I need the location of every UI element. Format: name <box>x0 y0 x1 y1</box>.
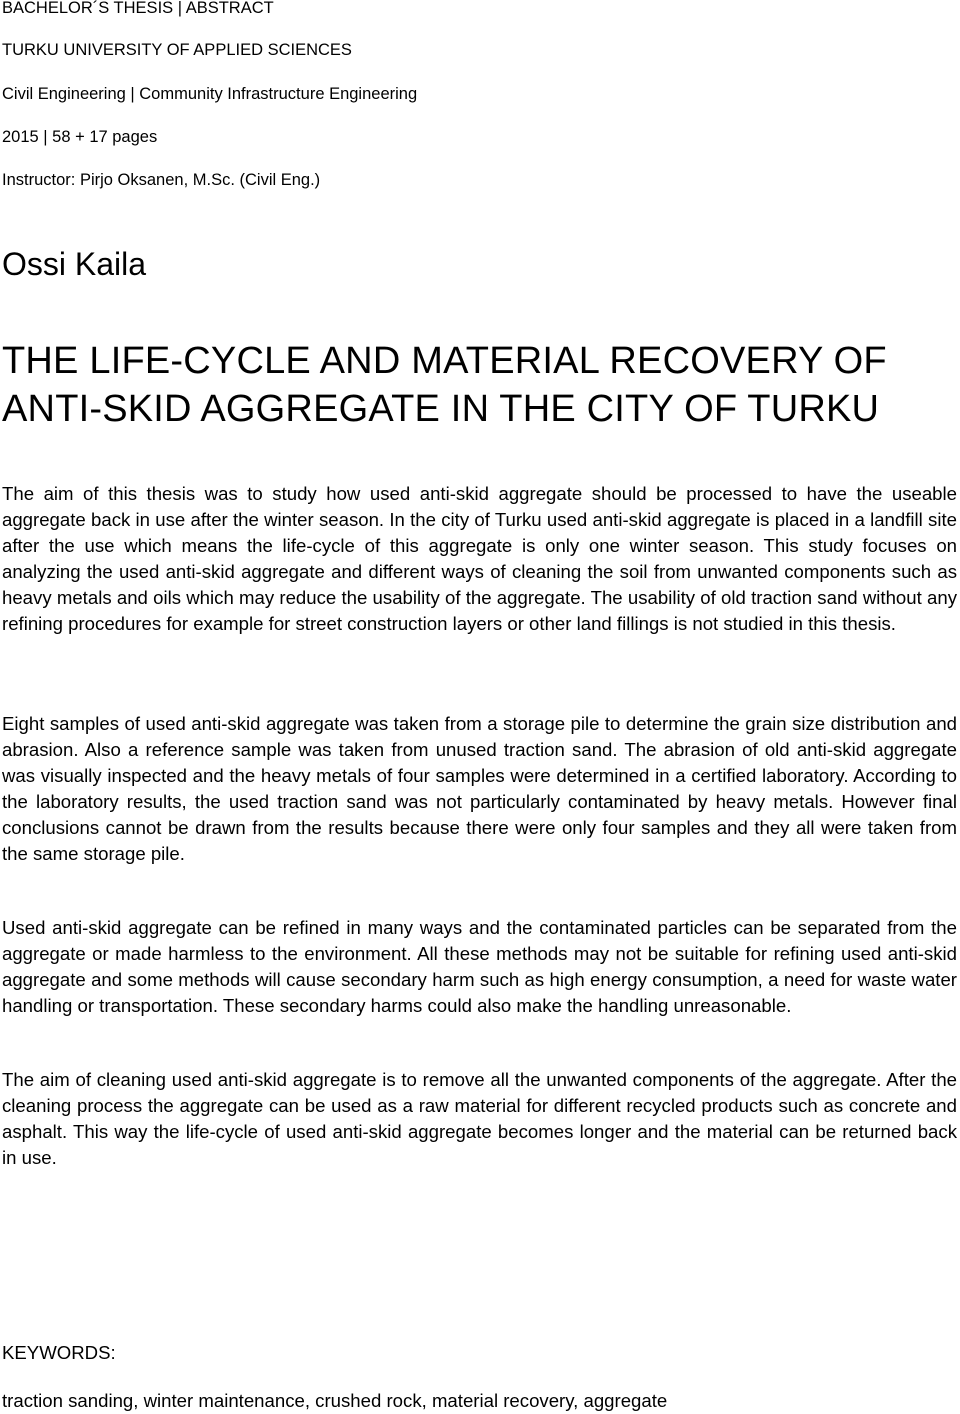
keywords-list: traction sanding, winter maintenance, crushed rock, material recovery, aggregate <box>2 1390 668 1411</box>
abstract-paragraph-1: The aim of this thesis was to study how used anti-skid aggregate should be processed to have the useable aggregate back in use after the winter season. In the city of Turku used anti-skid aggregate is placed in a landfill site after the use which means the life-cycle of this aggregate is only one winter season. This study focuses on analyzing the used anti-skid aggregate and different ways of cleaning the soil from unwanted components such as heavy metals and oils which may reduce the usability of the aggregate. The usability of old traction sand without any refining procedures for example for street construction layers or other land fillings is not studied in this thesis. <box>2 483 957 634</box>
document-type: BACHELOR´S THESIS | ABSTRACT <box>2 0 274 17</box>
university-name: TURKU UNIVERSITY OF APPLIED SCIENCES <box>2 41 352 59</box>
abstract-paragraph-2: Eight samples of used anti-skid aggregate was taken from a storage pile to determine the grain size distribution and abrasion. Also a reference sample was taken from unused traction sand. The abrasion of old anti-skid aggregate was visually inspected and the heavy metals of four samples were determined in a certified laboratory. According to the laboratory results, the used traction sand was not particularly contaminated by heavy metals. However final conclusions cannot be drawn from the results because there were only four samples and they all were taken from the same storage pile. <box>2 713 957 864</box>
degree-programme: Civil Engineering | Community Infrastructure Engineering <box>2 85 418 103</box>
instructor: Instructor: Pirjo Oksanen, M.Sc. (Civil Eng.) <box>2 171 321 189</box>
thesis-title <box>2 337 952 433</box>
thesis-title-line-2: ANTI-SKID AGGREGATE IN THE CITY OF TURKU <box>2 388 880 430</box>
keywords-label: KEYWORDS: <box>2 1342 116 1363</box>
year-and-pages: 2015 | 58 + 17 pages <box>2 128 158 146</box>
abstract-paragraph-4: The aim of cleaning used anti-skid aggregate is to remove all the unwanted components of the aggregate. After the cleaning process the aggregate can be used as a raw material for different recycled products such as concrete and asphalt. This way the life-cycle of used anti-skid aggregate becomes longer and the material can be returned back in use. <box>2 1069 957 1168</box>
abstract-paragraph-3: Used anti-skid aggregate can be refined in many ways and the contaminated particles can be separated from the aggregate or made harmless to the environment. All these methods may not be suitable for refining used anti-skid aggregate and some methods will cause secondary harm such as high energy consumption, a need for waste water handling or transportation. These secondary harms could also make the handling unreasonable. <box>2 917 957 1016</box>
thesis-title-line-1: THE LIFE-CYCLE AND MATERIAL RECOVERY OF <box>2 340 887 382</box>
author-name: Ossi Kaila <box>2 246 147 282</box>
